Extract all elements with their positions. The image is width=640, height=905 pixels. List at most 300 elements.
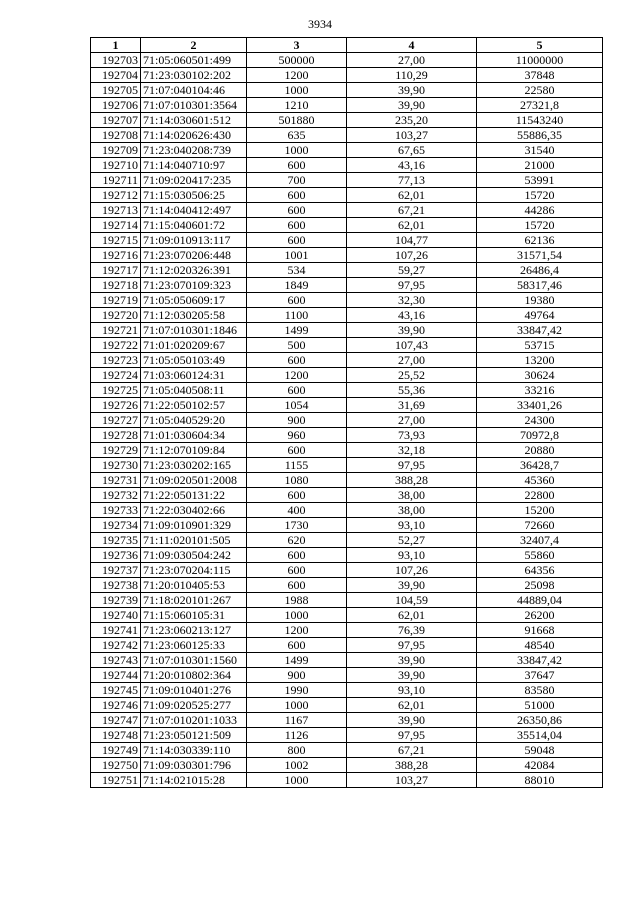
- row-number-cell: 192725: [91, 383, 141, 398]
- table-row: [91, 128, 603, 143]
- row-number-cell: 192749: [91, 743, 141, 758]
- rate-cell: 107,26: [347, 248, 477, 263]
- table-row: [91, 563, 603, 578]
- rate-cell: 97,95: [347, 638, 477, 653]
- row-number-cell: 192738: [91, 578, 141, 593]
- cadastral-number-cell: 71:22:050102:57: [141, 398, 247, 413]
- area-cell: 1000: [247, 143, 347, 158]
- area-cell: 1002: [247, 758, 347, 773]
- value-cell: 31540: [477, 143, 603, 158]
- cadastral-number-cell: 71:22:030402:66: [141, 503, 247, 518]
- rate-cell: 93,10: [347, 683, 477, 698]
- row-number-cell: 192708: [91, 128, 141, 143]
- row-number-cell: 192728: [91, 428, 141, 443]
- cadastral-number-cell: 71:09:020501:2008: [141, 473, 247, 488]
- row-number-cell: 192715: [91, 233, 141, 248]
- row-number-cell: 192730: [91, 458, 141, 473]
- area-cell: 960: [247, 428, 347, 443]
- cadastral-number-cell: 71:07:010301:3564: [141, 98, 247, 113]
- row-number-cell: 192750: [91, 758, 141, 773]
- rate-cell: 67,65: [347, 143, 477, 158]
- value-cell: 21000: [477, 158, 603, 173]
- row-number-cell: 192718: [91, 278, 141, 293]
- area-cell: 1155: [247, 458, 347, 473]
- area-cell: 600: [247, 158, 347, 173]
- value-cell: 53715: [477, 338, 603, 353]
- page-number: 3934: [308, 17, 332, 31]
- value-cell: 22800: [477, 488, 603, 503]
- value-cell: 26200: [477, 608, 603, 623]
- value-cell: 20880: [477, 443, 603, 458]
- table-row: [91, 473, 603, 488]
- value-cell: 49764: [477, 308, 603, 323]
- area-cell: 501880: [247, 113, 347, 128]
- rate-cell: 32,30: [347, 293, 477, 308]
- rate-cell: 62,01: [347, 698, 477, 713]
- row-number-cell: 192716: [91, 248, 141, 263]
- rate-cell: 93,10: [347, 548, 477, 563]
- value-cell: 55886,35: [477, 128, 603, 143]
- rate-cell: 73,93: [347, 428, 477, 443]
- rate-cell: 77,13: [347, 173, 477, 188]
- value-cell: 53991: [477, 173, 603, 188]
- table-row: [91, 263, 603, 278]
- row-number-cell: 192737: [91, 563, 141, 578]
- value-cell: 59048: [477, 743, 603, 758]
- value-cell: 51000: [477, 698, 603, 713]
- rate-cell: 27,00: [347, 413, 477, 428]
- row-number-cell: 192739: [91, 593, 141, 608]
- rate-cell: 59,27: [347, 263, 477, 278]
- cadastral-number-cell: 71:09:010401:276: [141, 683, 247, 698]
- table-row: [91, 233, 603, 248]
- value-cell: 27321,8: [477, 98, 603, 113]
- row-number-cell: 192729: [91, 443, 141, 458]
- area-cell: 600: [247, 188, 347, 203]
- value-cell: 58317,46: [477, 278, 603, 293]
- rate-cell: 43,16: [347, 158, 477, 173]
- row-number-cell: 192713: [91, 203, 141, 218]
- row-number-cell: 192733: [91, 503, 141, 518]
- row-number-cell: 192717: [91, 263, 141, 278]
- rate-cell: 39,90: [347, 83, 477, 98]
- area-cell: 1499: [247, 653, 347, 668]
- table-row: [91, 188, 603, 203]
- cadastral-number-cell: 71:15:040601:72: [141, 218, 247, 233]
- cadastral-number-cell: 71:05:040508:11: [141, 383, 247, 398]
- rate-cell: 235,20: [347, 113, 477, 128]
- area-cell: 1200: [247, 623, 347, 638]
- table-row: [91, 143, 603, 158]
- rate-cell: 27,00: [347, 53, 477, 68]
- cadastral-number-cell: 71:09:020417:235: [141, 173, 247, 188]
- row-number-cell: 192711: [91, 173, 141, 188]
- cadastral-number-cell: 71:14:040412:497: [141, 203, 247, 218]
- cadastral-number-cell: 71:03:060124:31: [141, 368, 247, 383]
- cadastral-number-cell: 71:09:010901:329: [141, 518, 247, 533]
- value-cell: 25098: [477, 578, 603, 593]
- area-cell: 600: [247, 638, 347, 653]
- table-row: [91, 218, 603, 233]
- area-cell: 600: [247, 383, 347, 398]
- cadastral-number-cell: 71:14:030601:512: [141, 113, 247, 128]
- rate-cell: 97,95: [347, 728, 477, 743]
- cadastral-number-cell: 71:07:040104:46: [141, 83, 247, 98]
- row-number-cell: 192714: [91, 218, 141, 233]
- row-number-cell: 192736: [91, 548, 141, 563]
- rate-cell: 93,10: [347, 518, 477, 533]
- area-cell: 1000: [247, 608, 347, 623]
- area-cell: 600: [247, 293, 347, 308]
- rate-cell: 97,95: [347, 278, 477, 293]
- row-number-cell: 192727: [91, 413, 141, 428]
- cadastral-number-cell: 71:05:060501:499: [141, 53, 247, 68]
- value-cell: 72660: [477, 518, 603, 533]
- rate-cell: 39,90: [347, 668, 477, 683]
- value-cell: 36428,7: [477, 458, 603, 473]
- row-number-cell: 192722: [91, 338, 141, 353]
- rate-cell: 62,01: [347, 608, 477, 623]
- row-number-cell: 192747: [91, 713, 141, 728]
- row-number-cell: 192732: [91, 488, 141, 503]
- cadastral-number-cell: 71:23:060213:127: [141, 623, 247, 638]
- rate-cell: 67,21: [347, 203, 477, 218]
- table-row: [91, 728, 603, 743]
- column-header-2: 2: [141, 38, 247, 53]
- value-cell: 83580: [477, 683, 603, 698]
- cadastral-number-cell: 71:12:020326:391: [141, 263, 247, 278]
- rate-cell: 107,26: [347, 563, 477, 578]
- cadastral-number-cell: 71:01:030604:34: [141, 428, 247, 443]
- row-number-cell: 192745: [91, 683, 141, 698]
- area-cell: 1000: [247, 698, 347, 713]
- area-cell: 1000: [247, 83, 347, 98]
- row-number-cell: 192735: [91, 533, 141, 548]
- value-cell: 35514,04: [477, 728, 603, 743]
- value-cell: 37848: [477, 68, 603, 83]
- area-cell: 1001: [247, 248, 347, 263]
- area-cell: 700: [247, 173, 347, 188]
- cadastral-number-cell: 71:01:020209:67: [141, 338, 247, 353]
- table-row: [91, 308, 603, 323]
- rate-cell: 27,00: [347, 353, 477, 368]
- table-row: [91, 548, 603, 563]
- row-number-cell: 192710: [91, 158, 141, 173]
- cadastral-number-cell: 71:18:020101:267: [141, 593, 247, 608]
- value-cell: 62136: [477, 233, 603, 248]
- value-cell: 55860: [477, 548, 603, 563]
- cadastral-number-cell: 71:12:030205:58: [141, 308, 247, 323]
- cadastral-number-cell: 71:14:021015:28: [141, 773, 247, 788]
- cadastral-number-cell: 71:23:050121:509: [141, 728, 247, 743]
- table-row: [91, 203, 603, 218]
- cadastral-number-cell: 71:14:020626:430: [141, 128, 247, 143]
- cadastral-number-cell: 71:20:010802:364: [141, 668, 247, 683]
- table-row: [91, 758, 603, 773]
- value-cell: 33847,42: [477, 653, 603, 668]
- row-number-cell: 192721: [91, 323, 141, 338]
- cadastral-number-cell: 71:07:010201:1033: [141, 713, 247, 728]
- value-cell: 37647: [477, 668, 603, 683]
- rate-cell: 107,43: [347, 338, 477, 353]
- cadastral-number-cell: 71:23:070109:323: [141, 278, 247, 293]
- rate-cell: 25,52: [347, 368, 477, 383]
- row-number-cell: 192712: [91, 188, 141, 203]
- row-number-cell: 192743: [91, 653, 141, 668]
- value-cell: 13200: [477, 353, 603, 368]
- value-cell: 15720: [477, 218, 603, 233]
- table-row: [91, 293, 603, 308]
- rate-cell: 97,95: [347, 458, 477, 473]
- row-number-cell: 192707: [91, 113, 141, 128]
- row-number-cell: 192705: [91, 83, 141, 98]
- cadastral-number-cell: 71:07:010301:1846: [141, 323, 247, 338]
- rate-cell: 103,27: [347, 773, 477, 788]
- table-row: [91, 623, 603, 638]
- cadastral-number-cell: 71:22:050131:22: [141, 488, 247, 503]
- value-cell: 42084: [477, 758, 603, 773]
- area-cell: 620: [247, 533, 347, 548]
- value-cell: 33216: [477, 383, 603, 398]
- row-number-cell: 192704: [91, 68, 141, 83]
- row-number-cell: 192741: [91, 623, 141, 638]
- cadastral-number-cell: 71:05:040529:20: [141, 413, 247, 428]
- table-row: [91, 638, 603, 653]
- area-cell: 1210: [247, 98, 347, 113]
- rate-cell: 39,90: [347, 653, 477, 668]
- value-cell: 64356: [477, 563, 603, 578]
- value-cell: 30624: [477, 368, 603, 383]
- row-number-cell: 192703: [91, 53, 141, 68]
- cadastral-number-cell: 71:23:040208:739: [141, 143, 247, 158]
- cadastral-number-cell: 71:20:010405:53: [141, 578, 247, 593]
- value-cell: 44286: [477, 203, 603, 218]
- area-cell: 800: [247, 743, 347, 758]
- row-number-cell: 192748: [91, 728, 141, 743]
- area-cell: 1054: [247, 398, 347, 413]
- rate-cell: 32,18: [347, 443, 477, 458]
- value-cell: 33847,42: [477, 323, 603, 338]
- table-row: [91, 158, 603, 173]
- table-row: [91, 173, 603, 188]
- rate-cell: 388,28: [347, 758, 477, 773]
- value-cell: 32407,4: [477, 533, 603, 548]
- area-cell: 1849: [247, 278, 347, 293]
- table-body: [91, 53, 603, 788]
- row-number-cell: 192744: [91, 668, 141, 683]
- cadastral-number-cell: 71:15:060105:31: [141, 608, 247, 623]
- row-number-cell: 192724: [91, 368, 141, 383]
- table-row: [91, 98, 603, 113]
- value-cell: 11000000: [477, 53, 603, 68]
- area-cell: 600: [247, 563, 347, 578]
- cadastral-number-cell: 71:14:030339:110: [141, 743, 247, 758]
- area-cell: 1167: [247, 713, 347, 728]
- table-row: [91, 323, 603, 338]
- table-row: [91, 713, 603, 728]
- rate-cell: 43,16: [347, 308, 477, 323]
- cadastral-number-cell: 71:11:020101:505: [141, 533, 247, 548]
- table-row: [91, 503, 603, 518]
- value-cell: 15200: [477, 503, 603, 518]
- area-cell: 1200: [247, 368, 347, 383]
- area-cell: 600: [247, 578, 347, 593]
- row-number-cell: 192751: [91, 773, 141, 788]
- area-cell: 1499: [247, 323, 347, 338]
- rate-cell: 388,28: [347, 473, 477, 488]
- value-cell: 91668: [477, 623, 603, 638]
- cadastral-number-cell: 71:23:030102:202: [141, 68, 247, 83]
- row-number-cell: 192742: [91, 638, 141, 653]
- table-row: [91, 443, 603, 458]
- cadastral-number-cell: 71:23:070204:115: [141, 563, 247, 578]
- table-row: [91, 248, 603, 263]
- value-cell: 19380: [477, 293, 603, 308]
- table-row: [91, 428, 603, 443]
- rate-cell: 31,69: [347, 398, 477, 413]
- value-cell: 33401,26: [477, 398, 603, 413]
- table-row: [91, 773, 603, 788]
- area-cell: 600: [247, 548, 347, 563]
- area-cell: 1730: [247, 518, 347, 533]
- area-cell: 600: [247, 443, 347, 458]
- cadastral-number-cell: 71:23:070206:448: [141, 248, 247, 263]
- cadastral-number-cell: 71:23:060125:33: [141, 638, 247, 653]
- row-number-cell: 192726: [91, 398, 141, 413]
- area-cell: 600: [247, 353, 347, 368]
- value-cell: 22580: [477, 83, 603, 98]
- row-number-cell: 192709: [91, 143, 141, 158]
- cadastral-number-cell: 71:07:010301:1560: [141, 653, 247, 668]
- area-cell: 600: [247, 233, 347, 248]
- area-cell: 400: [247, 503, 347, 518]
- value-cell: 44889,04: [477, 593, 603, 608]
- table-row: [91, 53, 603, 68]
- table-row: [91, 383, 603, 398]
- rate-cell: 39,90: [347, 578, 477, 593]
- table-row: [91, 698, 603, 713]
- cadastral-number-cell: 71:09:010913:117: [141, 233, 247, 248]
- row-number-cell: 192720: [91, 308, 141, 323]
- value-cell: 31571,54: [477, 248, 603, 263]
- table-row: [91, 278, 603, 293]
- rate-cell: 39,90: [347, 323, 477, 338]
- table-row: [91, 578, 603, 593]
- area-cell: 1000: [247, 773, 347, 788]
- data-table: [90, 37, 603, 788]
- row-number-cell: 192731: [91, 473, 141, 488]
- rate-cell: 103,27: [347, 128, 477, 143]
- area-cell: 1100: [247, 308, 347, 323]
- rate-cell: 110,29: [347, 68, 477, 83]
- area-cell: 500000: [247, 53, 347, 68]
- row-number-cell: 192706: [91, 98, 141, 113]
- table-row: [91, 518, 603, 533]
- value-cell: 15720: [477, 188, 603, 203]
- area-cell: 635: [247, 128, 347, 143]
- area-cell: 1990: [247, 683, 347, 698]
- table-row: [91, 668, 603, 683]
- row-number-cell: 192746: [91, 698, 141, 713]
- table-row: [91, 488, 603, 503]
- value-cell: 48540: [477, 638, 603, 653]
- table-row: [91, 113, 603, 128]
- cadastral-number-cell: 71:05:050103:49: [141, 353, 247, 368]
- area-cell: 900: [247, 413, 347, 428]
- value-cell: 88010: [477, 773, 603, 788]
- value-cell: 70972,8: [477, 428, 603, 443]
- table-row: [91, 458, 603, 473]
- value-cell: 11543240: [477, 113, 603, 128]
- table-row: [91, 743, 603, 758]
- cadastral-number-cell: 71:09:030301:796: [141, 758, 247, 773]
- area-cell: 1200: [247, 68, 347, 83]
- row-number-cell: 192734: [91, 518, 141, 533]
- rate-cell: 39,90: [347, 713, 477, 728]
- table-row: [91, 413, 603, 428]
- value-cell: 26486,4: [477, 263, 603, 278]
- table-row: [91, 338, 603, 353]
- table-row: [91, 398, 603, 413]
- rate-cell: 104,77: [347, 233, 477, 248]
- value-cell: 26350,86: [477, 713, 603, 728]
- rate-cell: 55,36: [347, 383, 477, 398]
- table-row: [91, 68, 603, 83]
- rate-cell: 38,00: [347, 488, 477, 503]
- cadastral-number-cell: 71:23:030202:165: [141, 458, 247, 473]
- rate-cell: 62,01: [347, 188, 477, 203]
- column-header-1: 1: [91, 38, 141, 53]
- column-header-3: 3: [247, 38, 347, 53]
- rate-cell: 62,01: [347, 218, 477, 233]
- area-cell: 900: [247, 668, 347, 683]
- table-row: [91, 533, 603, 548]
- area-cell: 534: [247, 263, 347, 278]
- area-cell: 1126: [247, 728, 347, 743]
- rate-cell: 104,59: [347, 593, 477, 608]
- table-row: [91, 608, 603, 623]
- column-header-4: 4: [347, 38, 477, 53]
- rate-cell: 67,21: [347, 743, 477, 758]
- cadastral-number-cell: 71:14:040710:97: [141, 158, 247, 173]
- rate-cell: 39,90: [347, 98, 477, 113]
- column-header-5: 5: [477, 38, 603, 53]
- area-cell: 600: [247, 203, 347, 218]
- cadastral-number-cell: 71:12:070109:84: [141, 443, 247, 458]
- table-row: [91, 353, 603, 368]
- table-row: [91, 83, 603, 98]
- value-cell: 45360: [477, 473, 603, 488]
- cadastral-number-cell: 71:15:030506:25: [141, 188, 247, 203]
- area-cell: 600: [247, 488, 347, 503]
- area-cell: 1988: [247, 593, 347, 608]
- area-cell: 1080: [247, 473, 347, 488]
- row-number-cell: 192719: [91, 293, 141, 308]
- row-number-cell: 192740: [91, 608, 141, 623]
- cadastral-number-cell: 71:05:050609:17: [141, 293, 247, 308]
- rate-cell: 38,00: [347, 503, 477, 518]
- table-row: [91, 368, 603, 383]
- table-row: [91, 683, 603, 698]
- rate-cell: 76,39: [347, 623, 477, 638]
- value-cell: 24300: [477, 413, 603, 428]
- area-cell: 600: [247, 218, 347, 233]
- rate-cell: 52,27: [347, 533, 477, 548]
- cadastral-number-cell: 71:09:030504:242: [141, 548, 247, 563]
- table-row: [91, 653, 603, 668]
- cadastral-number-cell: 71:09:020525:277: [141, 698, 247, 713]
- table-row: [91, 593, 603, 608]
